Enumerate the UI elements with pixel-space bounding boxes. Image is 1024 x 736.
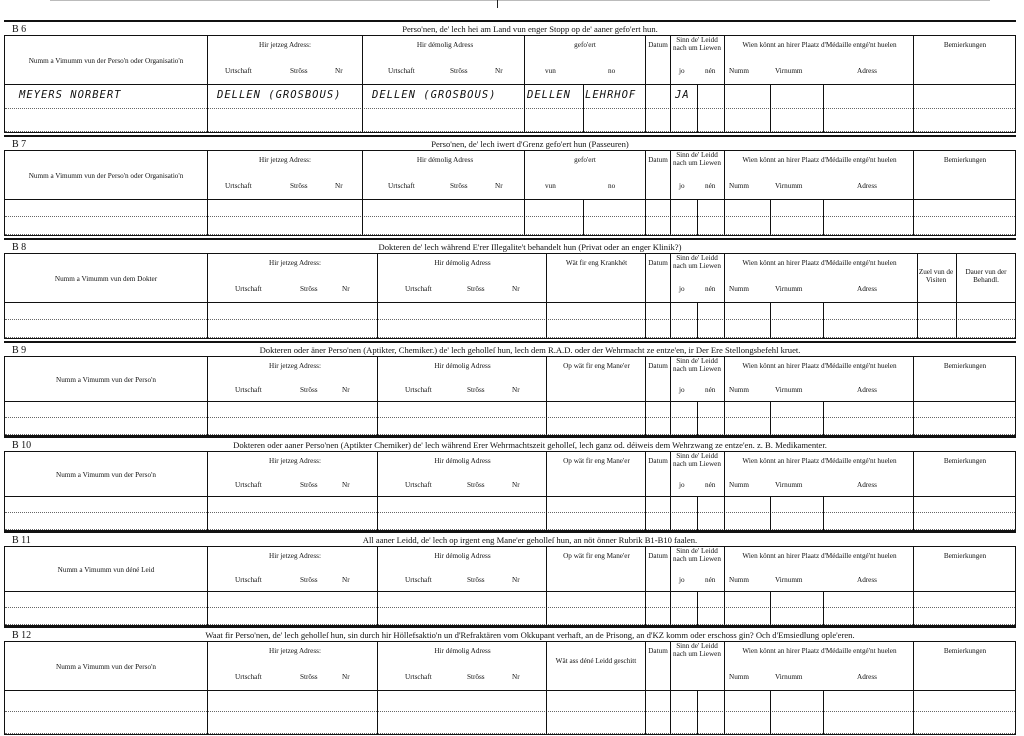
section-code: B 6 — [12, 24, 27, 35]
manner-header: Op wät fir eng Mane'er — [563, 457, 630, 465]
column-headers — [5, 452, 1015, 497]
form-grid — [4, 451, 1016, 531]
remarks-header: Bemierkungen — [943, 362, 987, 370]
section-b7 — [4, 135, 1016, 236]
top-edge-line — [50, 0, 990, 1]
date-header: Datum — [648, 362, 668, 370]
name-org-header: Numm a Vimumm vun der Perso'n oder Organisatio'n — [28, 57, 184, 65]
yes-label: jo — [679, 67, 685, 75]
locality-label: Urtschaft — [388, 182, 415, 190]
remarks-header: Bemierkungen — [943, 552, 987, 560]
medal-header: Wien könnt an hirer Plaatz d'Médaille entgé'nt huelen — [742, 156, 897, 164]
present-address-header: Hir jetzeg Adress: — [269, 362, 321, 370]
locality-label: Urtschaft — [225, 67, 252, 75]
section-title: Perso'nen, de' lech hei am Land vun enger Stopp op de' aaner gefo'ert hun. — [402, 24, 658, 34]
street-label: Strôss — [300, 673, 318, 681]
medal-header: Wien könnt an hirer Plaatz d'Médaille entgé'nt huelen — [742, 457, 897, 465]
table-row — [5, 513, 1015, 530]
table-row — [5, 691, 1015, 712]
adress-label: Adress — [857, 576, 877, 584]
num-label: Numm — [729, 67, 749, 75]
yes-label: jo — [679, 576, 685, 584]
section-b11 — [4, 531, 1016, 626]
present-address-header: Hir jetzeg Adress: — [259, 41, 311, 49]
section-title: Dokteren de' lech während E'rer Illegalite't behandelt hun (Privat oder an enger Klinik?) — [378, 242, 682, 252]
present-address-header: Hir jetzeg Adress: — [269, 259, 321, 267]
nr-label: Nr — [495, 67, 503, 75]
remarks-header: Bemierkungen — [943, 156, 987, 164]
danger-header: Sinn de' Leidd nach um Liewen — [673, 36, 721, 52]
table-row — [5, 303, 1015, 320]
table-row — [5, 592, 1015, 608]
entry-rows — [5, 592, 1015, 625]
handwritten-yes: JA — [675, 89, 690, 101]
date-header: Datum — [648, 457, 668, 465]
danger-header: Sinn de' Leidd nach um Liewen — [673, 452, 721, 468]
no-label: nén — [705, 576, 716, 584]
entry-rows — [5, 402, 1015, 435]
column-headers — [5, 642, 1015, 691]
locality-label: Urtschaft — [405, 673, 432, 681]
yes-label: jo — [679, 285, 685, 293]
table-row — [5, 109, 1015, 132]
adress-label: Adress — [857, 182, 877, 190]
entry-rows — [5, 85, 1015, 132]
nr-label: Nr — [335, 67, 343, 75]
nr-label: Nr — [342, 481, 350, 489]
form-grid — [4, 150, 1016, 236]
then-address-header: Hir démolig Adress — [416, 41, 474, 49]
street-label: Strôss — [467, 386, 485, 394]
adress-label: Adress — [857, 386, 877, 394]
yes-label: jo — [679, 481, 685, 489]
locality-label: Urtschaft — [388, 67, 415, 75]
locality-label: Urtschaft — [405, 576, 432, 584]
column-headers — [5, 36, 1015, 85]
adress-label: Adress — [857, 285, 877, 293]
danger-header: Sinn de' Leidd nach um Liewen — [673, 254, 721, 270]
column-headers — [5, 151, 1015, 200]
nr-label: Nr — [342, 673, 350, 681]
from-label: vun — [545, 67, 556, 75]
street-label: Strôss — [300, 386, 318, 394]
yes-label: jo — [679, 386, 685, 394]
num-label: Numm — [729, 576, 749, 584]
handwritten-then-address: DELLEN (GROSBOUS) — [372, 89, 497, 101]
locality-label: Urtschaft — [235, 576, 262, 584]
street-label: Strôss — [467, 481, 485, 489]
danger-header: Sinn de' Leidd nach um Liewen — [673, 151, 721, 167]
firstname-label: Virnumm — [775, 285, 803, 293]
nr-label: Nr — [342, 386, 350, 394]
section-header — [4, 341, 1016, 356]
driven-header: gefo'ert — [574, 41, 596, 49]
street-label: Strôss — [467, 576, 485, 584]
firstname-label: Virnumm — [775, 481, 803, 489]
form-grid — [4, 253, 1016, 339]
section-code: B 9 — [12, 345, 27, 356]
danger-header: Sinn de' Leidd nach um Liewen — [673, 547, 721, 563]
locality-label: Urtschaft — [405, 285, 432, 293]
then-address-header: Hir démolig Adress — [434, 259, 491, 267]
medal-header: Wien könnt an hirer Plaatz d'Médaille entgé'nt huelen — [742, 647, 897, 655]
top-tick-mark — [497, 0, 498, 8]
entry-rows — [5, 303, 1015, 338]
street-label: Strôss — [290, 182, 308, 190]
present-address-header: Hir jetzeg Adress: — [269, 457, 321, 465]
section-b8 — [4, 238, 1016, 339]
section-b9 — [4, 341, 1016, 436]
illness-header: Wät fir eng Krankhét — [565, 259, 628, 267]
locality-label: Urtschaft — [225, 182, 252, 190]
present-address-header: Hir jetzeg Adress: — [259, 156, 311, 164]
nr-label: Nr — [512, 576, 520, 584]
section-header — [4, 135, 1016, 150]
no-label: nén — [705, 67, 716, 75]
present-address-header: Hir jetzeg Adress: — [269, 647, 321, 655]
to-label: no — [608, 182, 616, 190]
entry-rows — [5, 200, 1015, 235]
column-headers — [5, 254, 1015, 303]
section-title: Perso'nen, de' lech iwert d'Grenz gefo'ert hun (Passeuren) — [431, 139, 629, 149]
date-header: Datum — [648, 552, 668, 560]
present-address-header: Hir jetzeg Adress: — [269, 552, 321, 560]
nr-label: Nr — [512, 285, 520, 293]
table-row — [5, 217, 1015, 235]
form-grid — [4, 641, 1016, 735]
handwritten-from: DELLEN — [527, 89, 571, 101]
person-name-header: Numm a Vimumm vun der Perso'n — [56, 471, 156, 479]
firstname-label: Virnumm — [775, 182, 803, 190]
firstname-label: Virnumm — [775, 673, 803, 681]
locality-label: Urtschaft — [235, 285, 262, 293]
yes-label: jo — [679, 182, 685, 190]
section-header — [4, 238, 1016, 253]
person-name-header: Numm a Vimumm vun der Perso'n — [56, 663, 156, 671]
form-grid — [4, 35, 1016, 133]
handwritten-to: LEHRHOF — [585, 89, 637, 101]
firstname-label: Virnumm — [775, 576, 803, 584]
locality-label: Urtschaft — [405, 386, 432, 394]
section-header — [4, 531, 1016, 546]
nr-label: Nr — [335, 182, 343, 190]
then-address-header: Hir démolig Adress — [416, 156, 474, 164]
num-label: Numm — [729, 386, 749, 394]
date-header: Datum — [648, 41, 668, 49]
then-address-header: Hir démolig Adress — [434, 457, 491, 465]
locality-label: Urtschaft — [405, 481, 432, 489]
entry-rows — [5, 497, 1015, 530]
no-label: nén — [705, 386, 716, 394]
street-label: Strôss — [300, 481, 318, 489]
section-title: All aaner Leidd, de' lech op irgent eng Mane'er geholleſ hun, an nöt önner Rubrik B1-B10 faalen. — [362, 535, 698, 545]
section-code: B 10 — [12, 440, 32, 451]
date-header: Datum — [648, 156, 668, 164]
duration-header: Dauer vun der Behandl. — [965, 268, 1007, 284]
section-code: B 7 — [12, 139, 27, 150]
date-header: Datum — [648, 259, 668, 267]
visits-header: Zuel vun de Visiten — [918, 268, 954, 284]
no-label: nén — [705, 481, 716, 489]
section-code: B 11 — [12, 535, 31, 546]
locality-label: Urtschaft — [235, 673, 262, 681]
street-label: Strôss — [467, 285, 485, 293]
medal-header: Wien könnt an hirer Plaatz d'Médaille entgé'nt huelen — [742, 41, 897, 49]
handwritten-present-address: DELLEN (GROSBOUS) — [217, 89, 342, 101]
no-label: nén — [705, 182, 716, 190]
adress-label: Adress — [857, 673, 877, 681]
nr-label: Nr — [342, 576, 350, 584]
medal-header: Wien könnt an hirer Plaatz d'Médaille entgé'nt huelen — [742, 552, 897, 560]
from-label: vun — [545, 182, 556, 190]
date-header: Datum — [648, 647, 668, 655]
locality-label: Urtschaft — [235, 481, 262, 489]
person-name-header: Numm a Vimumm vun déné Leid — [57, 566, 155, 574]
remarks-header: Bemierkungen — [943, 457, 987, 465]
form-grid — [4, 356, 1016, 436]
section-title: Dokteren oder äner Perso'nen (Aptikter, Chemiker.) de' lech geholleſ hun, lech dem R.A.D. oder der Wehrmacht ze entze'en, ir Der Ere Stellongsbefehl kruet. — [259, 345, 801, 355]
manner-header: Op wät fir eng Mane'er — [563, 362, 630, 370]
nr-label: Nr — [512, 386, 520, 394]
medal-header: Wien könnt an hirer Plaatz d'Médaille entgé'nt huelen — [742, 259, 897, 267]
happened-header: Wät ass déné Leidd geschitt — [555, 657, 637, 665]
section-header — [4, 436, 1016, 451]
name-org-header: Numm a Vimumm vun der Perso'n oder Organisatio'n — [28, 172, 184, 180]
nr-label: Nr — [512, 481, 520, 489]
doctor-name-header: Numm a Vimumm vun dem Dokter — [54, 275, 158, 283]
num-label: Numm — [729, 481, 749, 489]
table-row — [5, 418, 1015, 435]
table-row — [5, 402, 1015, 418]
firstname-label: Virnumm — [775, 386, 803, 394]
remarks-header: Bemierkungen — [943, 41, 987, 49]
danger-header: Sinn de' Leidd nach um Liewen — [673, 357, 721, 373]
section-title: Dokteren oder aaner Perso'nen (Aptikter Chemiker) de' lech während Erer Wehrmachtszeit geholleſ, lech ganz od. déiweis dem Wehrzwang ze entze'en. z. B. Medikamenter. — [233, 440, 827, 450]
section-header — [4, 20, 1016, 35]
section-title: Waat fir Perso'nen, de' lech geholleſ hun, sin durch hir Höllefsaktio'n un d'Refraktären vom Okkupant verhaft, an de Prisong, an d'KZ komm oder erschoss gin? Och d'Emsiedlung ople'eren. — [205, 630, 855, 640]
num-label: Numm — [729, 285, 749, 293]
to-label: no — [608, 67, 616, 75]
danger-header: Sinn de' Leidd nach um Liewen — [673, 642, 721, 658]
table-row — [5, 85, 1015, 109]
street-label: Strôss — [467, 673, 485, 681]
driven-header: gefo'ert — [574, 156, 596, 164]
adress-label: Adress — [857, 67, 877, 75]
form-grid — [4, 546, 1016, 626]
num-label: Numm — [729, 182, 749, 190]
column-headers — [5, 357, 1015, 402]
handwritten-name: MEYERS NORBERT — [19, 89, 122, 101]
firstname-label: Virnumm — [775, 67, 803, 75]
section-b12 — [4, 626, 1016, 735]
street-label: Strôss — [300, 285, 318, 293]
section-code: B 8 — [12, 242, 27, 253]
table-row — [5, 320, 1015, 338]
nr-label: Nr — [512, 673, 520, 681]
person-name-header: Numm a Vimumm vun der Perso'n — [56, 376, 156, 384]
table-row — [5, 608, 1015, 625]
then-address-header: Hir démolig Adress — [434, 362, 491, 370]
section-b10 — [4, 436, 1016, 531]
no-label: nén — [705, 285, 716, 293]
street-label: Strôss — [290, 67, 308, 75]
remarks-header: Bemierkungen — [943, 647, 987, 655]
column-headers — [5, 547, 1015, 592]
locality-label: Urtschaft — [235, 386, 262, 394]
nr-label: Nr — [495, 182, 503, 190]
adress-label: Adress — [857, 481, 877, 489]
then-address-header: Hir démolig Adress — [434, 647, 491, 655]
medal-header: Wien könnt an hirer Plaatz d'Médaille entgé'nt huelen — [742, 362, 897, 370]
entry-rows — [5, 691, 1015, 734]
table-row — [5, 200, 1015, 217]
table-row — [5, 712, 1015, 734]
section-header — [4, 626, 1016, 641]
nr-label: Nr — [342, 285, 350, 293]
street-label: Strôss — [450, 67, 468, 75]
section-code: B 12 — [12, 630, 32, 641]
num-label: Numm — [729, 673, 749, 681]
table-row — [5, 497, 1015, 513]
street-label: Strôss — [300, 576, 318, 584]
section-b6 — [4, 20, 1016, 133]
street-label: Strôss — [450, 182, 468, 190]
manner-header: Op wät fir eng Mane'er — [563, 552, 630, 560]
then-address-header: Hir démolig Adress — [434, 552, 491, 560]
